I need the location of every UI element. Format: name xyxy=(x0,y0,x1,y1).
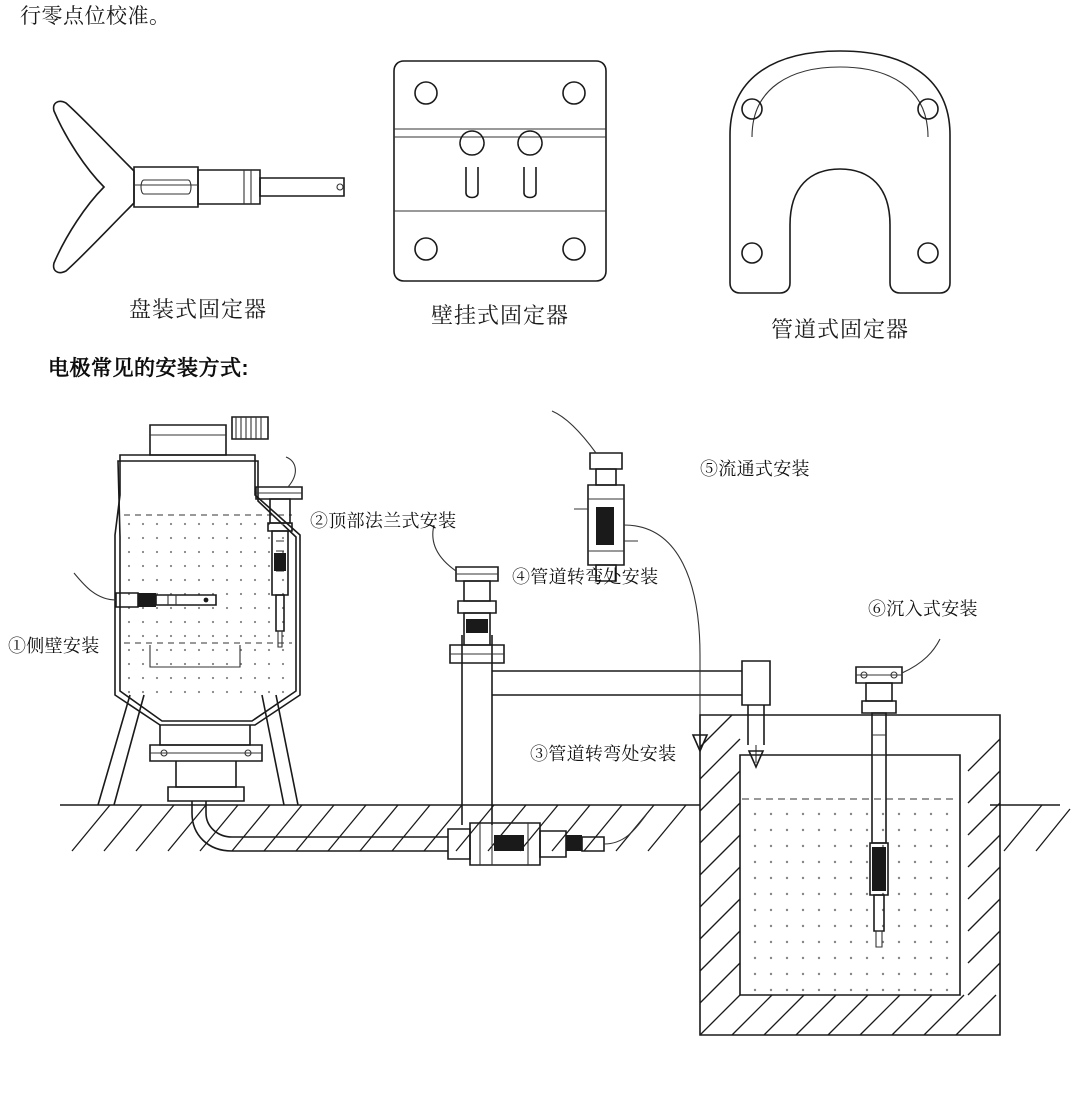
wall-mount-plate-icon xyxy=(380,51,620,291)
callout-label-3: ③管道转弯处安装 xyxy=(530,744,677,764)
callout-label-2: ②顶部法兰式安装 xyxy=(310,511,457,531)
panel-mount-bracket-icon xyxy=(48,85,348,285)
fixture-caption: 壁挂式固定器 xyxy=(430,303,569,328)
fixture-item-panel-mount xyxy=(48,85,348,324)
tank-vessel xyxy=(98,417,300,805)
callout-label-4: ④管道转弯处安装 xyxy=(512,567,659,587)
pipe-elbow-electrode-lower xyxy=(448,815,646,865)
fixture-gallery xyxy=(0,45,1080,342)
callout-label-1: ①侧壁安装 xyxy=(8,636,100,656)
fixture-caption: 管道式固定器 xyxy=(770,317,909,342)
fixture-item-wall-mount xyxy=(380,51,620,330)
pipe-mount-clamp-icon xyxy=(700,45,980,305)
callout-label-6: ⑥沉入式安装 xyxy=(868,599,978,619)
intro-paragraph: 行零点位校准。 xyxy=(20,5,171,28)
lower-pipe-run xyxy=(192,801,448,851)
callout-label-5: ⑤流通式安装 xyxy=(700,459,810,479)
installation-diagram xyxy=(0,395,1080,1111)
fixture-caption: 盘装式固定器 xyxy=(128,297,267,322)
section-heading-installation: 电极常见的安装方式: xyxy=(48,357,249,380)
fixture-item-pipe-mount xyxy=(700,45,980,344)
